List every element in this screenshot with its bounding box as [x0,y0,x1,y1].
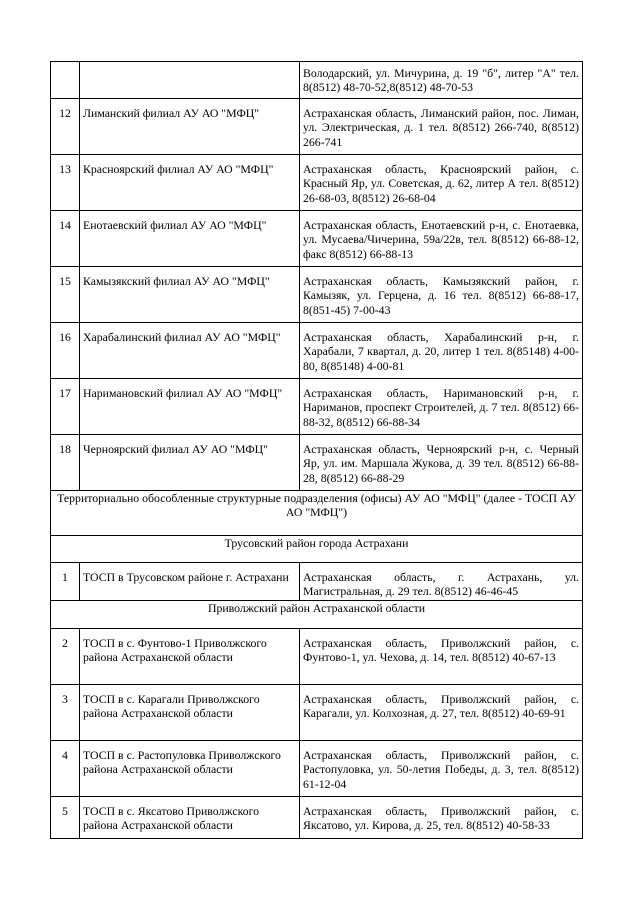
office-name [80,62,300,99]
table-row [51,379,583,435]
table-row [51,741,583,797]
section-trusovsky: Трусовский район города Астрахани [51,536,583,563]
section-privolzhsky: Приволжский район Астраханской области [51,601,583,629]
tosp-header: Территориально обособленные структурные подразделения (офисы) АУ АО "МФЦ" (далее - ТОСП АУ АО "МФЦ") [51,491,583,536]
office-name: Наримановский филиал АУ АО "МФЦ" [80,379,300,435]
office-name: ТОСП в Трусовском районе г. Астрахани [80,563,300,601]
office-address: Астраханская область, Лиманский район, пос. Лиман, ул. Электрическая, д. 1 тел. 8(8512) 266-740, 8(8512) 266-741 [300,99,583,155]
office-address: Астраханская область, Красноярский район, с. Красный Яр, ул. Советская, д. 62, литер А тел. 8(8512) 26-68-03, 8(8512) 26-68-04 [300,155,583,211]
office-address: Астраханская область, Приволжский район, с. Фунтово-1, ул. Чехова, д. 14, тел. 8(8512) 40-67-13 [300,629,583,685]
office-address: Володарский, ул. Мичурина, д. 19 "б", литер "А" тел. 8(8512) 48-70-52,8(8512) 48-70-53 [300,62,583,99]
table-row [51,563,583,601]
table-row [51,685,583,741]
table-section-header [51,601,583,629]
table-row [51,797,583,839]
row-number: 15 [51,267,80,323]
office-name: Черноярский филиал АУ АО "МФЦ" [80,435,300,491]
row-number: 5 [51,797,80,839]
row-number: 1 [51,563,80,601]
table-row [51,323,583,379]
office-address: Астраханская область, Наримановский р-н, г. Нариманов, проспект Строителей, д. 7 тел. 8(8512) 66-88-32, 8(8512) 66-88-34 [300,379,583,435]
office-address: Астраханская область, Камызякский район, г. Камызяк, ул. Герцена, д. 16 тел. 8(8512) 66-88-17, 8(851-45) 7-00-43 [300,267,583,323]
office-address: Астраханская область, Приволжский район, с. Растопуловка, ул. 50-летия Победы, д. 3, тел. 8(8512) 61-12-04 [300,741,583,797]
table-row [51,62,583,99]
table-row [51,99,583,155]
office-address: Астраханская область, Приволжский район, с. Яксатово, ул. Кирова, д. 25, тел. 8(8512) 40-58-33 [300,797,583,839]
office-address: Астраханская область, Черноярский р-н, с. Черный Яр, ул. им. Маршала Жукова, д. 39 тел. 8(8512) 66-88-28, 8(8512) 66-88-29 [300,435,583,491]
mfc-offices-table [50,61,583,839]
row-number: 2 [51,629,80,685]
office-name: Красноярский филиал АУ АО "МФЦ" [80,155,300,211]
table-row [51,435,583,491]
office-name: Лиманский филиал АУ АО "МФЦ" [80,99,300,155]
office-address: Астраханская область, Приволжский район, с. Карагали, ул. Колхозная, д. 27, тел. 8(8512) 40-69-91 [300,685,583,741]
office-name: ТОСП в с. Растопуловка Приволжского района Астраханской области [80,741,300,797]
table-section-header [51,491,583,536]
office-name: ТОСП в с. Фунтово-1 Приволжского района Астраханской области [80,629,300,685]
table-row [51,211,583,267]
table-row [51,155,583,211]
row-number: 18 [51,435,80,491]
office-name: Камызякский филиал АУ АО "МФЦ" [80,267,300,323]
table-section-header [51,536,583,563]
office-address: Астраханская область, г. Астрахань, ул. Магистральная, д. 29 тел. 8(8512) 46-46-45 [300,563,583,601]
table-row [51,629,583,685]
row-number: 16 [51,323,80,379]
office-name: ТОСП в с. Яксатово Приволжского района Астраханской области [80,797,300,839]
office-name: ТОСП в с. Карагали Приволжского района Астраханской области [80,685,300,741]
office-name: Енотаевский филиал АУ АО "МФЦ" [80,211,300,267]
row-number [51,62,80,99]
office-name: Харабалинский филиал АУ АО "МФЦ" [80,323,300,379]
row-number: 3 [51,685,80,741]
office-address: Астраханская область, Енотаевский р-н, с. Енотаевка, ул. Мусаева/Чичерина, 59а/22в, тел. 8(8512) 66-88-12, факс 8(8512) 66-88-13 [300,211,583,267]
office-address: Астраханская область, Харабалинский р-н, г. Харабали, 7 квартал, д. 20, литер 1 тел. 8(85148) 4-00-80, 8(85148) 4-00-81 [300,323,583,379]
table-row [51,267,583,323]
row-number: 12 [51,99,80,155]
row-number: 4 [51,741,80,797]
row-number: 13 [51,155,80,211]
row-number: 14 [51,211,80,267]
row-number: 17 [51,379,80,435]
